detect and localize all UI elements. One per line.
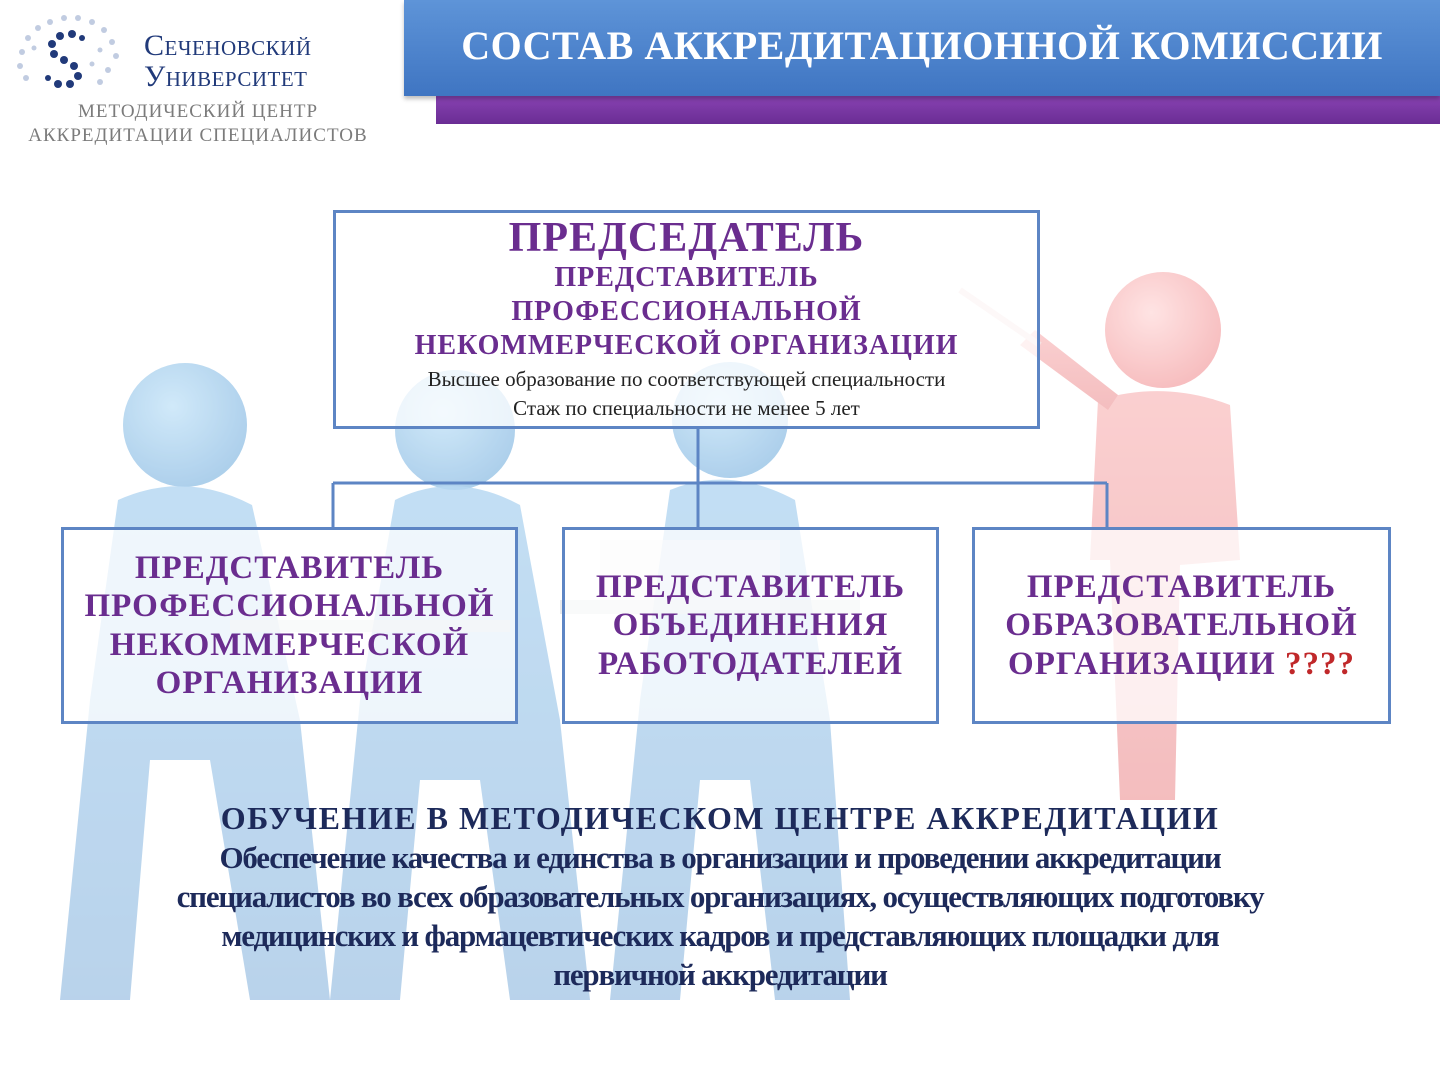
question-marker: ???? (1284, 645, 1355, 682)
page-title: СОСТАВ АККРЕДИТАЦИОННОЙ КОМИССИИ (461, 23, 1383, 68)
member-line: ПРОФЕССИОНАЛЬНОЙ (84, 588, 495, 624)
chairman-requirements (336, 365, 1037, 423)
chairman-org-line2: ПРОФЕССИОНАЛЬНОЙ (511, 296, 862, 327)
member-line: ОРГАНИЗАЦИИ (155, 665, 424, 701)
member-line-with-marker (1008, 645, 1355, 684)
member-box-professional-org (61, 527, 518, 724)
footer-body-line: медицинских и фармацевтических кадров и представляющих площадки для (221, 918, 1219, 953)
chairman-box (333, 210, 1040, 429)
member-line: ОБРАЗОВАТЕЛЬНОЙ (1005, 607, 1358, 644)
chairman-requirement-education: Высшее образование по соответствующей специальности (427, 367, 946, 391)
member-line: ПРЕДСТАВИТЕЛЬ (595, 568, 906, 605)
center-name-line1: МЕТОДИЧЕСКИЙ ЦЕНТР (77, 101, 319, 122)
university-name-line1: Сеченовский (144, 29, 312, 62)
footer-body-line: Обеспечение качества и единства в организации и проведении аккредитации (219, 840, 1221, 875)
footer-title: ОБУЧЕНИЕ В МЕТОДИЧЕСКОМ ЦЕНТРЕ АККРЕДИТАЦИИ (220, 800, 1220, 836)
chairman-title: ПРЕДСЕДАТЕЛЬ (508, 215, 865, 261)
member-line: РАБОТОДАТЕЛЕЙ (597, 645, 904, 682)
chairman-requirement-experience: Стаж по специальности не менее 5 лет (513, 396, 860, 420)
member-line: НЕКОММЕРЧЕСКОЙ (109, 626, 470, 663)
center-name-line2: АККРЕДИТАЦИИ СПЕЦИАЛИСТОВ (28, 125, 368, 146)
chairman-organization (336, 261, 1037, 363)
member-line: ОБЪЕДИНЕНИЯ (612, 607, 889, 644)
member-line: ПРЕДСТАВИТЕЛЬ (134, 549, 445, 586)
chairman-org-line3: НЕКОММЕРЧЕСКОЙ ОРГАНИЗАЦИИ (414, 330, 959, 361)
chairman-org-line1: ПРЕДСТАВИТЕЛЬ (554, 262, 819, 293)
member-line: ПРЕДСТАВИТЕЛЬ (1026, 568, 1337, 605)
member-box-educational-org (972, 527, 1391, 724)
footer-body-line: специалистов во всех образовательных организациях, осуществляющих подготовку (176, 879, 1264, 914)
footer-body-line: первичной аккредитации (553, 957, 887, 992)
member-box-employers (562, 527, 939, 724)
university-name-line2: Университет (144, 60, 308, 93)
member-line: ОРГАНИЗАЦИИ (1008, 645, 1276, 682)
footer-section (0, 798, 1440, 994)
footer-body (0, 838, 1440, 994)
